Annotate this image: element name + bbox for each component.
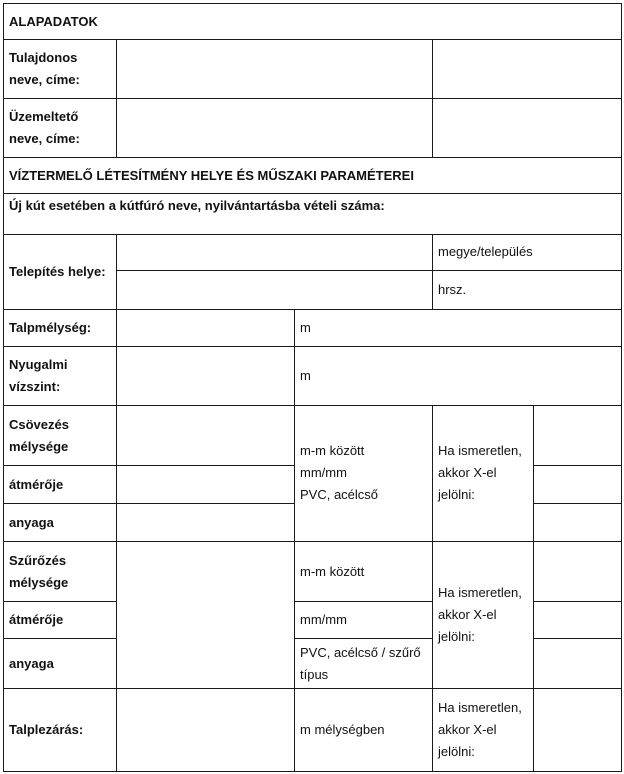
new-well-driller-field[interactable]: Új kút esetében a kútfúró neve, nyilvántartásba vételi száma: xyxy=(4,194,622,234)
casing-depth-unknown-checkbox[interactable] xyxy=(534,405,622,466)
bottom-seal-label: Talplezárás: xyxy=(4,688,117,771)
casing-diameter-label: átmérője xyxy=(4,466,117,503)
casing-units: m-m között mm/mm PVC, acélcső xyxy=(295,405,433,542)
screen-depth-unit: m-m között xyxy=(295,542,433,602)
casing-diameter-unknown-checkbox[interactable] xyxy=(534,466,622,503)
parcel-number-unit: hrsz. xyxy=(433,271,622,309)
owner-name-field[interactable] xyxy=(117,40,433,99)
static-water-level-field[interactable] xyxy=(117,346,295,405)
casing-depth-label: Csövezés mélysége xyxy=(4,405,117,466)
owner-address-field[interactable] xyxy=(433,40,622,99)
owner-label: Tulajdonos neve, címe: xyxy=(4,40,117,99)
operator-name-field[interactable] xyxy=(117,99,433,158)
bottom-seal-unknown-checkbox[interactable] xyxy=(534,688,622,771)
operator-label: Üzemeltető neve, címe: xyxy=(4,99,117,158)
casing-unknown-note: Ha ismeretlen, akkor X-el jelölni: xyxy=(433,405,534,542)
screen-diameter-unit: mm/mm xyxy=(295,601,433,638)
screen-depth-label: Szűrőzés mélysége xyxy=(4,542,117,602)
bottom-depth-field[interactable] xyxy=(117,309,295,346)
screen-diameter-label: átmérője xyxy=(4,601,117,638)
bottom-depth-label: Talpmélység: xyxy=(4,309,117,346)
section-title-basic-data: ALAPADATOK xyxy=(4,4,622,40)
well-registration-form xyxy=(3,3,622,772)
casing-diameter-field[interactable] xyxy=(117,466,295,503)
screen-data-field[interactable] xyxy=(117,542,295,689)
casing-material-unknown-checkbox[interactable] xyxy=(534,503,622,541)
county-settlement-unit: megye/település xyxy=(433,234,622,270)
bottom-seal-field[interactable] xyxy=(117,688,295,771)
screen-material-unit: PVC, acélcső / szűrő típus xyxy=(295,639,433,689)
screen-material-unknown-checkbox[interactable] xyxy=(534,639,622,689)
operator-address-field[interactable] xyxy=(433,99,622,158)
screen-depth-unknown-checkbox[interactable] xyxy=(534,542,622,602)
county-settlement-field[interactable] xyxy=(117,234,433,270)
casing-depth-field[interactable] xyxy=(117,405,295,466)
screen-diameter-unknown-checkbox[interactable] xyxy=(534,601,622,638)
screen-material-label: anyaga xyxy=(4,639,117,689)
screen-unknown-note: Ha ismeretlen, akkor X-el jelölni: xyxy=(433,542,534,689)
casing-material-label: anyaga xyxy=(4,503,117,541)
bottom-depth-unit: m xyxy=(295,309,622,346)
bottom-seal-unit: m mélységben xyxy=(295,688,433,771)
static-water-level-unit: m xyxy=(295,346,622,405)
bottom-seal-unknown-note: Ha ismeretlen, akkor X-el jelölni: xyxy=(433,688,534,771)
section-title-facility: VÍZTERMELŐ LÉTESÍTMÉNY HELYE ÉS MŰSZAKI PARAMÉTEREI xyxy=(4,157,622,193)
location-label: Telepítés helye: xyxy=(4,234,117,309)
static-water-level-label: Nyugalmi vízszint: xyxy=(4,346,117,405)
parcel-number-field[interactable] xyxy=(117,271,433,309)
casing-material-field[interactable] xyxy=(117,503,295,541)
